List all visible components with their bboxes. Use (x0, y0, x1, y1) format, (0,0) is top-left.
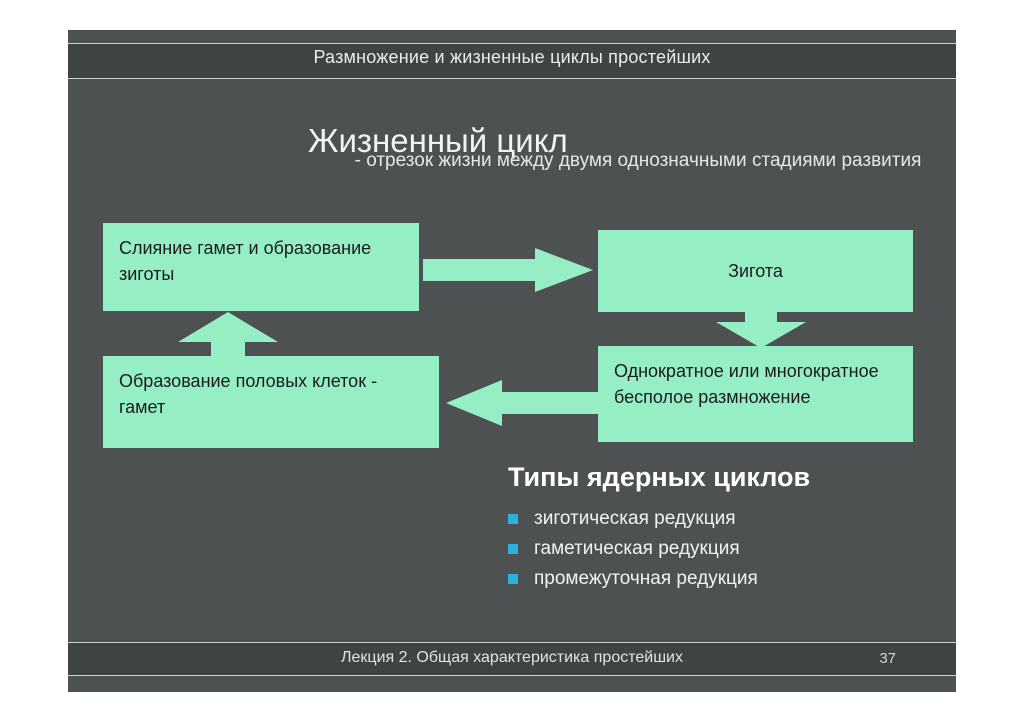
slide-subtitle: - отрезок жизни между двумя однозначными стадиями развития (354, 150, 922, 171)
arrow-down-icon (716, 312, 806, 348)
nuclear-cycles-list (508, 508, 928, 598)
list-item-label: промежуточная редукция (534, 568, 758, 589)
diagram-box-zygote-fusion: Слияние гамет и образование зиготы (103, 223, 419, 311)
list-item (508, 538, 928, 560)
list-item-label: зиготическая редукция (534, 508, 736, 529)
list-item (508, 568, 928, 590)
slide (68, 30, 956, 692)
slide-page-number: 37 (879, 650, 896, 667)
list-item (508, 508, 928, 530)
list-item-label: гаметическая редукция (534, 538, 740, 559)
square-bullet-icon (508, 514, 518, 524)
diagram-box-zygote: Зигота (598, 230, 913, 312)
nuclear-cycles-heading: Типы ядерных циклов (508, 462, 811, 492)
square-bullet-icon (508, 544, 518, 554)
slide-footer-title: Лекция 2. Общая характеристика простейших (341, 649, 683, 666)
arrow-right-icon (423, 248, 593, 292)
square-bullet-icon (508, 574, 518, 584)
diagram-box-asexual-reproduction: Однократное или многократное бесполое размножение (598, 346, 913, 442)
arrow-up-icon (178, 312, 278, 356)
arrow-left-icon (446, 380, 598, 426)
slide-header-title: Размножение и жизненные циклы простейших (313, 47, 711, 67)
diagram-box-gamete-formation: Образование половых клеток - гамет (103, 356, 439, 448)
page-title: Жизненный цикл (308, 122, 568, 160)
